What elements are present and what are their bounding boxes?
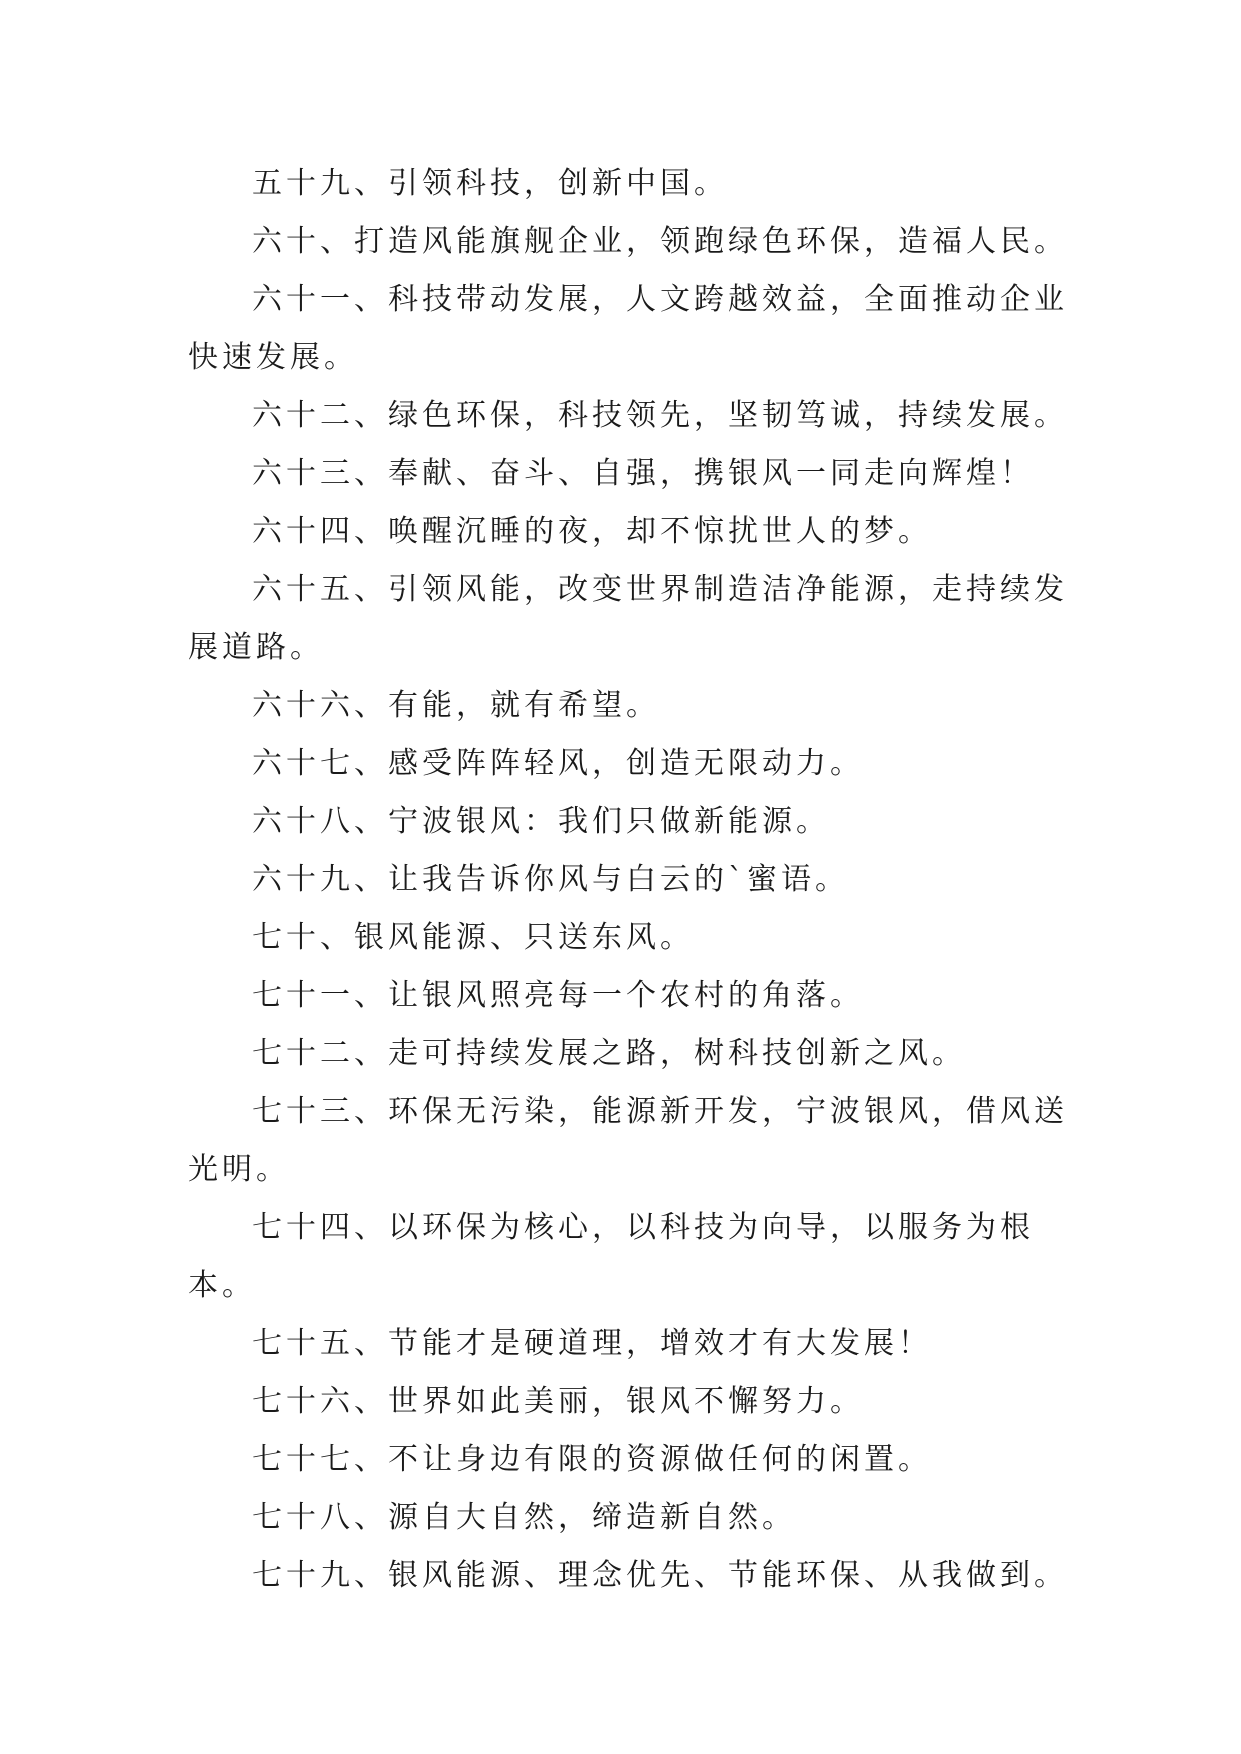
slogan-paragraph: 五十九、引领科技，创新中国。 (252, 166, 728, 201)
slogan-paragraph: 六十八、宁波银风：我们只做新能源。 (252, 804, 830, 839)
slogan-paragraph: 六十三、奉献、奋斗、自强，携银风一同走向辉煌！ (252, 456, 1034, 491)
document-page (188, 155, 1068, 1605)
slogan-paragraph: 六十一、科技带动发展，人文跨越效益，全面推动企业快速发展。 (188, 282, 1068, 375)
slogan-paragraph: 七十九、银风能源、理念优先、节能环保、从我做到。 (252, 1558, 1068, 1593)
slogan-paragraph: 六十五、引领风能，改变世界制造洁净能源，走持续发展道路。 (188, 572, 1068, 665)
slogan-paragraph: 七十七、不让身边有限的资源做任何的闲置。 (252, 1442, 932, 1477)
slogan-paragraph: 六十九、让我告诉你风与白云的`蜜语。 (252, 862, 849, 897)
slogan-paragraph: 六十六、有能，就有希望。 (252, 688, 660, 723)
slogan-paragraph: 七十一、让银风照亮每一个农村的角落。 (252, 978, 864, 1013)
slogan-paragraph: 六十七、感受阵阵轻风，创造无限动力。 (252, 746, 864, 781)
slogan-paragraph: 七十、银风能源、只送东风。 (252, 920, 694, 955)
slogan-paragraph: 七十三、环保无污染，能源新开发，宁波银风，借风送光明。 (188, 1094, 1068, 1187)
slogan-paragraph: 七十四、以环保为核心，以科技为向导，以服务为根本。 (188, 1210, 1034, 1303)
slogan-paragraph: 七十六、世界如此美丽，银风不懈努力。 (252, 1384, 864, 1419)
slogan-paragraph: 六十、打造风能旗舰企业，领跑绿色环保，造福人民。 (252, 224, 1068, 259)
slogan-paragraph: 七十二、走可持续发展之路，树科技创新之风。 (252, 1036, 966, 1071)
slogan-paragraph: 七十五、节能才是硬道理，增效才有大发展！ (252, 1326, 932, 1361)
slogan-paragraph: 七十八、源自大自然，缔造新自然。 (252, 1500, 796, 1535)
slogan-paragraph: 六十二、绿色环保，科技领先，坚韧笃诚，持续发展。 (252, 398, 1068, 433)
slogan-paragraph: 六十四、唤醒沉睡的夜，却不惊扰世人的梦。 (252, 514, 932, 549)
